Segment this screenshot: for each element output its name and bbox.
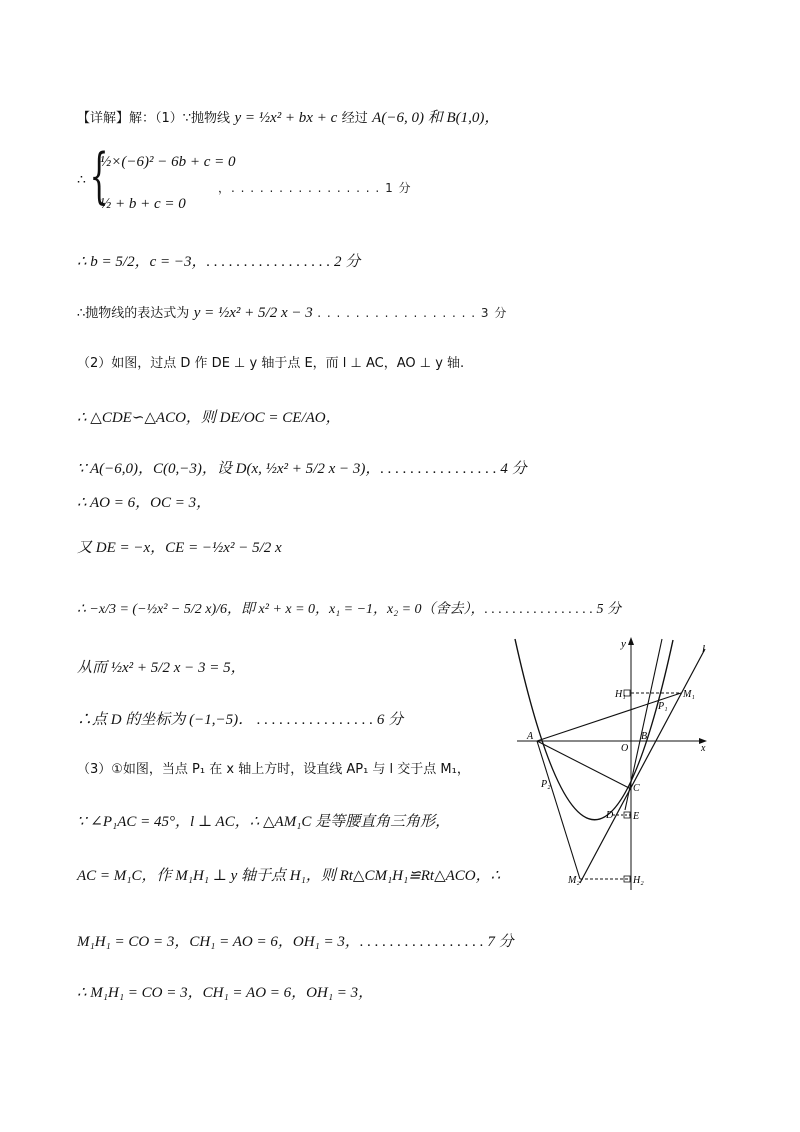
label-o: O bbox=[621, 743, 629, 754]
label-m1: M₁ bbox=[683, 689, 695, 700]
system-equation-1: ½×(−6)² − 6b + c = 0 bbox=[100, 154, 236, 170]
solution-line-1 bbox=[77, 108, 499, 129]
solution-line-15: AC = M₁C，作 M₁H₁ ⊥ y 轴于点 H₁，则 Rt△CM₁H₁≌Rt△ACO，∴ bbox=[77, 868, 501, 884]
solution-line-13: （3）①如图，当点 P₁ 在 x 轴上方时，设直线 AP₁ 与 l 交于点 M₁， bbox=[77, 762, 470, 777]
solution-line-4 bbox=[77, 303, 507, 324]
solution-line-6: ∴ △CDE∽△ACO，则 DE/OC = CE/AO， bbox=[77, 410, 341, 426]
label-p1: P₁ bbox=[658, 701, 668, 712]
label-d: D bbox=[606, 810, 614, 821]
text-passes: 经过 bbox=[341, 111, 368, 126]
label-h2: H₂ bbox=[633, 875, 644, 886]
solution-line-10: ∴ −x/3 = (−½x² − 5/2 x)/6，即 x² + x = 0，x₁ = −1，x₂ = 0（舍去），. . . . . . . . . . . . . . . . 5 分 bbox=[77, 602, 622, 617]
parabola-curve bbox=[515, 639, 673, 820]
geometry-figure bbox=[505, 635, 720, 895]
solution-line-17: ∴ M₁H₁ = CO = 3，CH₁ = AO = 6，OH₁ = 3， bbox=[77, 985, 374, 1001]
solution-line-14: ∵ ∠P₁AC = 45°，l ⊥ AC，∴ △AM₁C 是等腰直角三角形， bbox=[77, 814, 451, 830]
system-equation-2: ½ + b + c = 0 bbox=[100, 196, 186, 212]
system-brace: { bbox=[89, 141, 109, 211]
text-expression-label: ∴抛物线的表达式为 bbox=[77, 306, 190, 321]
solution-line-11: 从而 ½x² + 5/2 x − 3 = 5， bbox=[77, 660, 246, 676]
label-l: l bbox=[702, 643, 706, 655]
score-1: ，. . . . . . . . . . . . . . . . 1 分 bbox=[218, 181, 412, 195]
solution-line-16: M₁H₁ = CO = 3，CH₁ = AO = 6，OH₁ = 3，. . . . . . . . . . . . . . . . . 7 分 bbox=[77, 934, 514, 950]
solution-line-5: （2）如图，过点 D 作 DE ⊥ y 轴于点 E，而 l ⊥ AC，AO ⊥ y 轴. bbox=[77, 356, 465, 371]
solution-line-7: ∵ A(−6,0)，C(0,−3)，设 D(x, ½x² + 5/2 x − 3)，. . . . . . . . . . . . . . . . 4 分 bbox=[77, 461, 527, 477]
label-c: C bbox=[633, 783, 640, 794]
line-a-m2 bbox=[537, 741, 580, 879]
parabola-expression: y = ½x² + 5/2 x − 3 bbox=[193, 305, 313, 321]
y-axis-arrow-icon bbox=[628, 637, 634, 645]
parabola-equation: y = ½x² + bx + c bbox=[234, 110, 338, 126]
score-3: . . . . . . . . . . . . . . . . . 3 分 bbox=[317, 306, 508, 320]
solution-heading: 【详解】解：（1）∵抛物线 bbox=[77, 111, 231, 126]
solution-line-8: ∴ AO = 6，OC = 3， bbox=[77, 495, 212, 511]
line-l bbox=[580, 649, 705, 883]
solution-line-12: ∴点 D 的坐标为 (−1,−5)． . . . . . . . . . . . . . . . . 6 分 bbox=[77, 712, 404, 728]
label-a: A bbox=[527, 731, 534, 742]
label-h1: H₁ bbox=[615, 689, 626, 700]
points-ab: A(−6, 0) 和 B(1,0)， bbox=[372, 110, 500, 126]
label-p2: P₂ bbox=[541, 779, 551, 790]
therefore-symbol: ∴ bbox=[77, 172, 86, 188]
label-m2: M₂ bbox=[568, 875, 580, 886]
label-b: B bbox=[641, 731, 648, 742]
solution-line-3: ∴ b = 5/2，c = −3，. . . . . . . . . . . . . . . . . 2 分 bbox=[77, 254, 361, 270]
label-e: E bbox=[633, 811, 640, 822]
label-x: x bbox=[701, 743, 706, 754]
solution-line-9: 又 DE = −x，CE = −½x² − 5/2 x bbox=[77, 540, 282, 556]
label-y: y bbox=[621, 638, 626, 650]
